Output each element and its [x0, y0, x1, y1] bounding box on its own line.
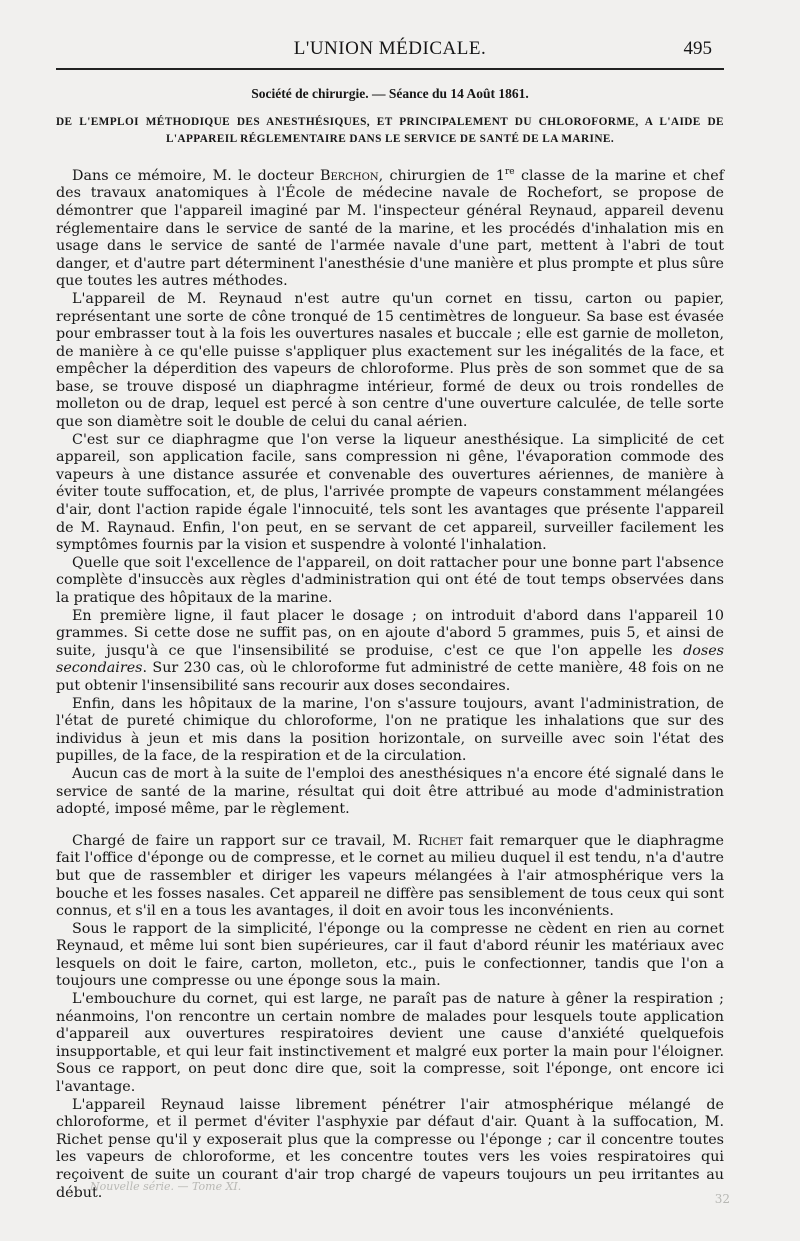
paragraph: Aucun cas de mort à la suite de l'emploi des anesthésiques n'a encore été signalé dans le service de santé de la marine, résultat qui doit être attribué au mode d'administration adopté, imposé même, par le règlement. [56, 765, 724, 818]
paragraph: Quelle que soit l'excellence de l'appareil, on doit rattacher pour une bonne part l'absence complète d'insuccès aux règles d'administration qui ont été de tout temps observées dans la pratique des hôpitaux de la marine. [56, 554, 724, 607]
author-name: Berchon [319, 167, 379, 184]
page [56, 30, 724, 1202]
reporter-name: Richet [417, 832, 463, 849]
paragraph: Dans ce mémoire, M. le docteur Berchon, chirurgien de 1re classe de la marine et chef des travaux anatomiques à l'École de médecine navale de Rochefort, se propose de démontrer que l'appareil imaginé par M. l'inspecteur général Reynaud, appareil devenu réglementaire dans le service de santé de la marine, et les procédés d'inhalation mis en usage dans le service de santé de l'armée navale d'une part, mettent à l'abri de tout danger, et d'autre part déterminent l'anesthésie d'une manière et plus prompte et plus sûre que toutes les autres méthodes. [56, 167, 724, 290]
article-title: DE L'EMPLOI MÉTHODIQUE DES ANESTHÉSIQUES, ET PRINCIPALEMENT DU CHLOROFORME, A L'AIDE DE L'APPAREIL RÉGLEMENTAIRE DANS LE SERVICE DE SANTÉ DE LA MARINE. [56, 116, 724, 145]
paragraph: L'appareil de M. Reynaud n'est autre qu'un cornet en tissu, carton ou papier, représentant une sorte de cône tronqué de 15 centimètres de longueur. Sa base est évasée pour embrasser tout à la fois les ouvertures nasales et buccale ; elle est garnie de molleton, de manière à ce qu'elle puisse s'appliquer plus exactement sur les inégalités de la face, et empêcher la déperdition des vapeurs de chloroforme. Plus près de son sommet que de sa base, se trouve disposé un diaphragme intérieur, formé de deux ou trois rondelles de molleton ou de drap, lequel est percé à son centre d'une ouverture calculée, de telle sorte que son diamètre soit le double de celui du canal aérien. [56, 290, 724, 431]
footer-series: Nouvelle série. — Tome XI. [90, 1180, 242, 1193]
paragraph: Chargé de faire un rapport sur ce travail, M. Richet fait remarquer que le diaphragme fait l'office d'éponge ou de compresse, et le cornet au milieu duquel il est tendu, n'a d'autre but que de rassembler et diriger les vapeurs mélangées à l'air atmosphérique vers la bouche et les fosses nasales. Cet appareil ne diffère pas sensiblement de tous ceux qui sont connus, et s'il en a tous les avantages, il doit en avoir tous les inconvénients. [56, 832, 724, 920]
paragraph: L'appareil Reynaud laisse librement pénétrer l'air atmosphérique mélangé de chloroforme, et il permet d'éviter l'asphyxie par défaut d'air. Quant à la suffocation, M. Richet pense qu'il y exposerait plus que la compresse ou l'éponge ; car il concentre toutes les vapeurs de chloroforme, et les concentre toutes vers les voies respiratoires qui reçoivent de suite un courant d'air trop chargé de vapeurs toujours un peu irritantes au début. [56, 1096, 724, 1201]
paragraph: Enfin, dans les hôpitaux de la marine, l'on s'assure toujours, avant l'administration, de l'état de pureté chimique du chloroforme, l'on ne pratique les inhalations que sur des individus à jeun et mis dans la position horizontale, on surveille avec soin l'état des pupilles, de la face, de la respiration et de la circulation. [56, 695, 724, 765]
footer-signature: 32 [714, 1192, 730, 1206]
page-number: 495 [683, 38, 712, 59]
article-body [56, 164, 724, 1202]
journal-title: L'UNION MÉDICALE. [293, 38, 487, 59]
paragraph: C'est sur ce diaphragme que l'on verse la liqueur anesthésique. La simplicité de cet appareil, son application facile, sans compression ni gêne, l'évaporation commode des vapeurs à une distance assurée et convenable des ouvertures aériennes, de manière à éviter toute suffocation, et, de plus, l'arrivée prompte de vapeurs constamment mélangées d'air, dont l'action rapide égale l'innocuité, tels sont les avantages que présente l'appareil de M. Raynaud. Enfin, l'on peut, en se servant de cet appareil, surveiller facilement les symptômes fournis par la vision et suspendre à volonté l'inhalation. [56, 431, 724, 554]
paragraph: L'embouchure du cornet, qui est large, ne paraît pas de nature à gêner la respiration ; néanmoins, l'on rencontre un certain nombre de malades pour lesquels toute application d'appareil aux ouvertures respiratoires devient une cause d'anxiété quelquefois insupportable, et qui leur fait instinctivement et malgré eux porter la main pour l'éloigner. Sous ce rapport, on peut donc dire que, soit la compresse, soit l'éponge, ont encore ici l'avantage. [56, 991, 724, 1096]
paragraph: En première ligne, il faut placer le dosage ; on introduit d'abord dans l'appareil 10 grammes. Si cette dose ne suffit pas, on en ajoute d'abord 5 grammes, puis 5, et ainsi de suite, jusqu'à ce que l'insensibilité se produise, c'est ce que l'on appelle les doses secondaires. Sur 230 cas, où le chloroforme fut administré de cette manière, 48 fois on ne put obtenir l'insensibilité sans recourir aux doses secondaires. [56, 607, 724, 694]
header-rule [56, 68, 724, 70]
society-heading: Société de chirurgie. — Séance du 14 Août 1861. [251, 86, 529, 101]
paragraph: Sous le rapport de la simplicité, l'éponge ou la compresse ne cèdent en rien au cornet Reynaud, et même lui sont bien supérieures, car il faut d'abord réunir les matériaux avec lesquels on doit le faire, carton, molleton, etc., puis le confectionner, tandis que l'on a toujours une compresse ou une éponge sous la main. [56, 920, 724, 990]
running-header [56, 30, 724, 66]
